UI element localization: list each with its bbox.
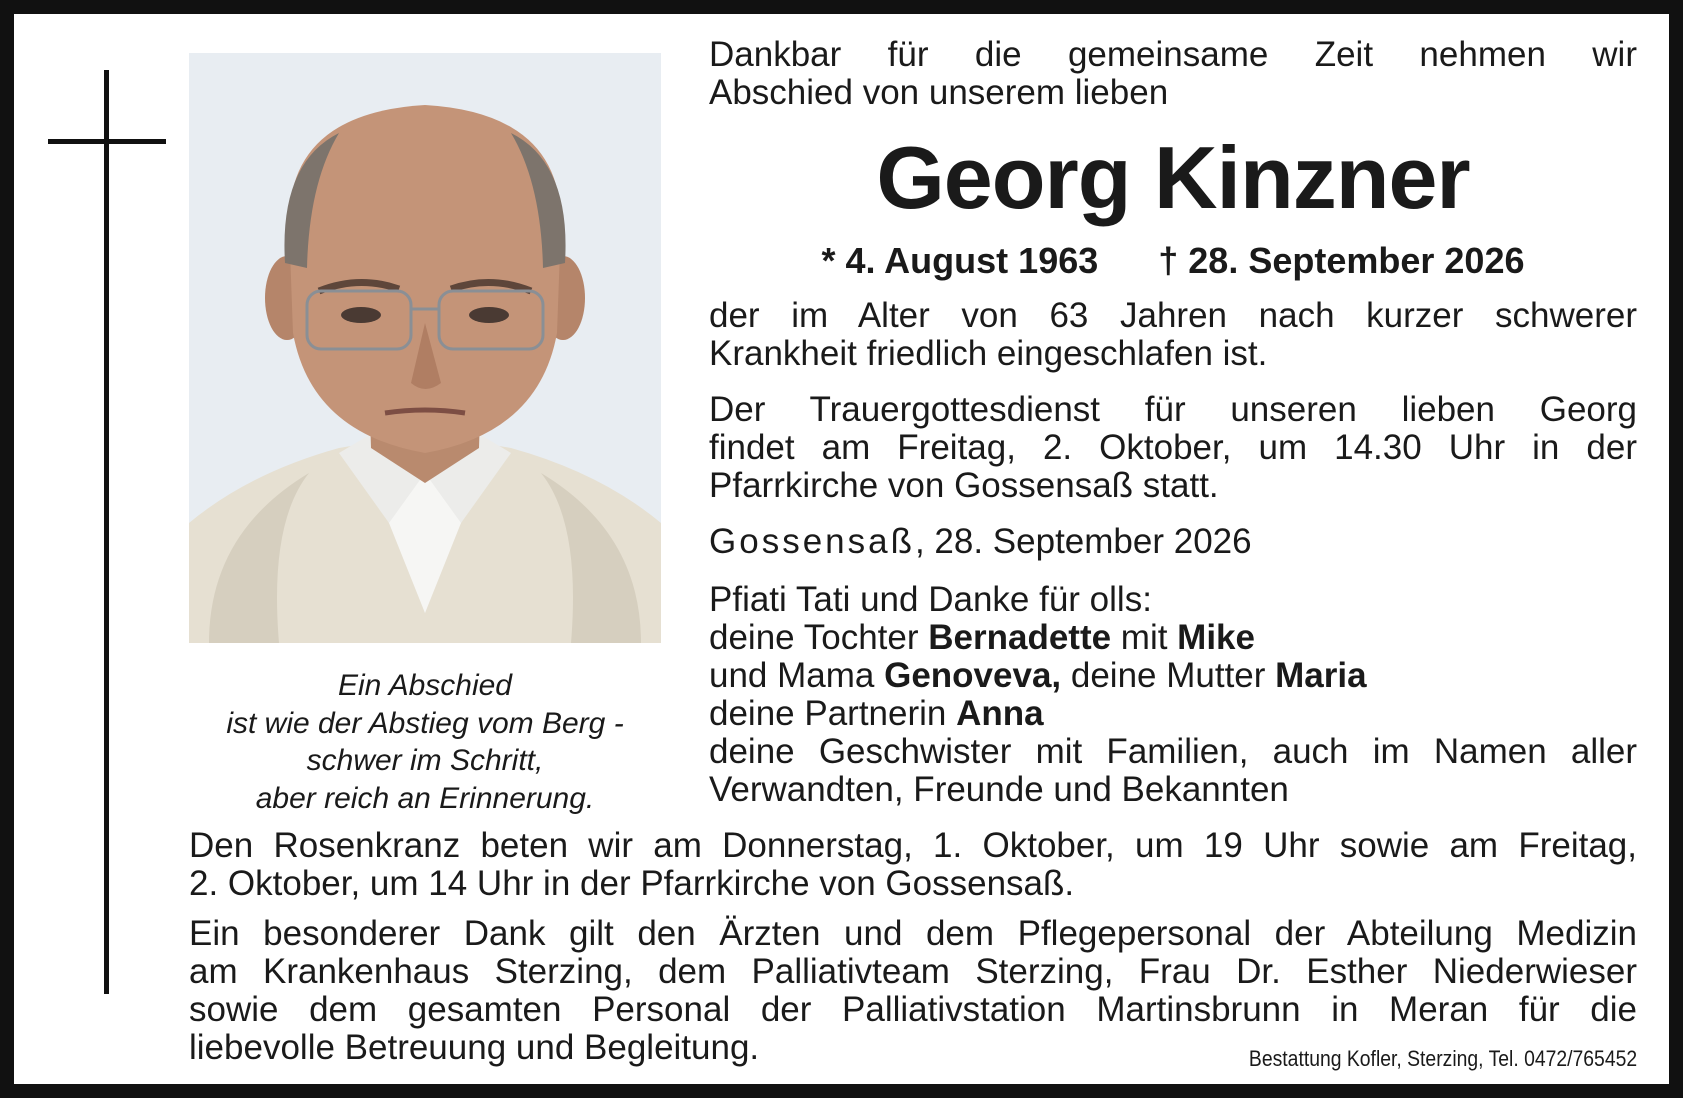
place-town: Gossensaß [709,522,915,561]
cross-horizontal-bar [48,139,166,144]
age-statement [709,297,1637,373]
family-mother-line: und Mama Genoveva, deine Mutter Maria [709,656,1367,695]
intro-line-2: Abschied von unserem lieben [709,73,1169,112]
place-date: , 28. September 2026 [914,522,1252,561]
mama-name: Genoveva, [884,656,1062,695]
rosary-line-1: Den Rosenkranz beten wir am Donnerstag, 1. Oktober, um 19 Uhr sowie am Freitag, [189,826,1637,865]
memorial-poem [189,667,661,817]
cross-vertical-bar [104,70,109,994]
thanks-line-3: sowie dem gesamten Personal der Palliativstation Martinsbrunn in Meran für die [189,990,1637,1029]
family-mourners [709,581,1637,809]
place-and-date [709,523,1637,561]
intro-line-1: Dankbar für die gemeinsame Zeit nehmen wir [709,35,1637,74]
poem-line: aber reich an Erinnerung. [255,781,595,815]
death-date: † 28. September 2026 [1158,240,1525,281]
undertaker-credit: Bestattung Kofler, Sterzing, Tel. 0472/765452 [1248,1046,1637,1071]
age-line-1: der im Alter von 63 Jahren nach kurzer schwerer [709,296,1637,335]
daughter-name: Bernadette [928,618,1112,657]
rosary-line-2: 2. Oktober, um 14 Uhr in der Pfarrkirche von Gossensaß. [189,864,1075,903]
thanks-line-4: liebevolle Betreuung und Begleitung. [189,1028,760,1067]
deceased-name: Georg Kinzner [876,128,1470,227]
thanks-paragraph [189,915,1637,1067]
service-line-2: findet am Freitag, 2. Oktober, um 14.30 Uhr in der [709,428,1637,467]
portrait-illustration [189,53,661,643]
family-siblings-line-1: deine Geschwister mit Familien, auch im Namen aller [709,732,1637,771]
poem-line: ist wie der Abstieg vom Berg - [226,706,624,740]
family-partner-line: deine Partnerin Anna [709,694,1044,733]
mother-name: Maria [1275,656,1367,695]
family-siblings-line-2: Verwandten, Freunde und Bekannten [709,770,1289,809]
rosary-announcement [189,827,1637,903]
age-line-2: Krankheit friedlich eingeschlafen ist. [709,334,1268,373]
intro-text [709,36,1637,112]
portrait-photo [189,53,661,643]
life-dates [709,240,1637,282]
thanks-line-1: Ein besonderer Dank gilt den Ärzten und dem Pflegepersonal der Abteilung Medizin [189,914,1637,953]
service-line-3: Pfarrkirche von Gossensaß statt. [709,466,1219,505]
funeral-service-text [709,391,1637,505]
service-line-1: Der Trauergottesdienst für unseren lieben Georg [709,390,1637,429]
poem-line: schwer im Schritt, [306,744,544,777]
partner-name: Anna [956,694,1044,733]
family-greeting: Pfiati Tati und Danke für olls: [709,580,1152,619]
poem-line: Ein Abschied [338,669,512,702]
birth-date: * 4. August 1963 [821,240,1099,281]
family-daughter-line: deine Tochter Bernadette mit Mike [709,618,1255,657]
thanks-line-2: am Krankenhaus Sterzing, dem Palliativteam Sterzing, Frau Dr. Esther Niederwieser [189,952,1637,991]
daughter-partner-name: Mike [1177,618,1255,657]
